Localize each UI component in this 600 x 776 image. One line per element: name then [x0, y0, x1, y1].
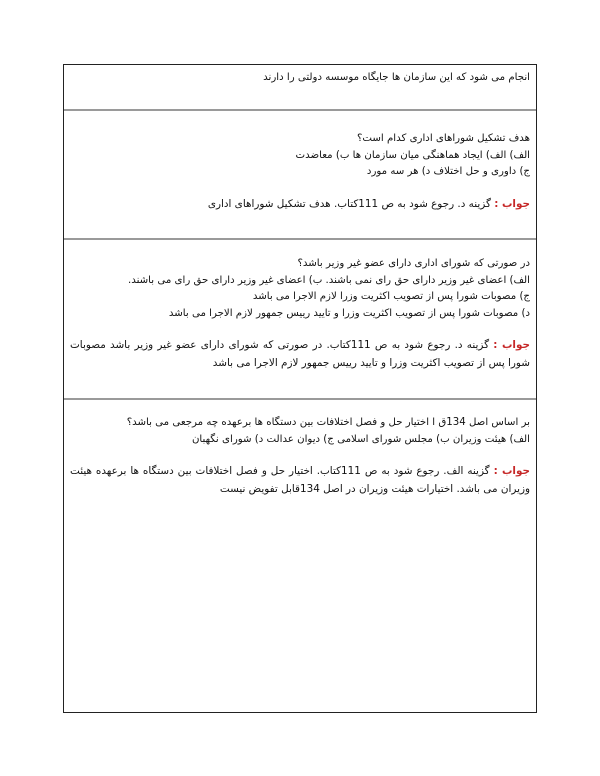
answer-label: جواب :: [493, 465, 530, 477]
separator: [64, 109, 536, 111]
document-page: [63, 64, 537, 713]
separator: [64, 398, 536, 400]
option-line: الف) اعضای غیر وزیر دارای حق رای نمی باشند. ب) اعضای غیر وزیر دارای حق رای می باشند.: [127, 274, 530, 286]
option-line: ج) مصوبات شورا پس از تصویب اکثریت وزرا لازم الاجرا می باشد: [252, 291, 530, 302]
separator: [64, 238, 536, 240]
option-line: د) مصوبات شورا پس از تصویب اکثریت وزرا و تایید رییس جمهور لازم الاجرا می باشد: [168, 307, 530, 319]
question-text: هدف تشکیل شوراهای اداری کدام است؟: [356, 133, 530, 144]
option-line: الف) الف) ایجاد هماهنگی میان سازمان ها ب) معاضدت: [295, 149, 530, 161]
answer-text: گزینه د. رجوع شود به ص 111کتاب. در صورتی که شورای دارای عضو غیر وزیر باشد مصوبات شورا پس از تصویب اکثریت وزرا و تایید رییس جمهور لازم الاجرا می باشد: [70, 339, 530, 369]
answer-label: جواب :: [493, 339, 530, 351]
answer-text: گزینه د. رجوع شود به ص 111کتاب. هدف تشکیل شوراهای اداری: [207, 197, 491, 210]
answer-label: جواب :: [494, 197, 530, 210]
intro-line: انجام می شود که این سازمان ها جایگاه موسسه دولتی را دارند: [263, 72, 530, 83]
question-block-1: [64, 131, 536, 213]
question-text: بر اساس اصل 134ق ا اختیار حل و فصل اختلافات بین دستگاه ها برعهده چه مرجعی می باشد؟: [126, 417, 530, 428]
question-text: در صورتی که شورای اداری دارای عضو غیر وزیر باشد؟: [297, 258, 530, 269]
answer-text: گزینه الف. رجوع شود به ص 111کتاب. اختیار حل و فصل اختلافات بین دستگاه ها برعهده هیئت وزیران می باشد. اختیارات هیئت وزیران در اصل 134قابل تفویض نیست: [70, 465, 530, 495]
option-line: الف) هیئت وزیران ب) مجلس شورای اسلامی ج) دیوان عدالت د) شورای نگهبان: [191, 433, 530, 445]
question-block-2: [64, 256, 536, 372]
answer-paragraph: [70, 195, 530, 213]
answer-paragraph: [70, 462, 530, 498]
question-block-3: [64, 415, 536, 498]
answer-paragraph: [70, 336, 530, 372]
intro-text: [64, 70, 536, 87]
option-line: ج) داوری و حل اختلاف د) هر سه مورد: [366, 166, 530, 177]
